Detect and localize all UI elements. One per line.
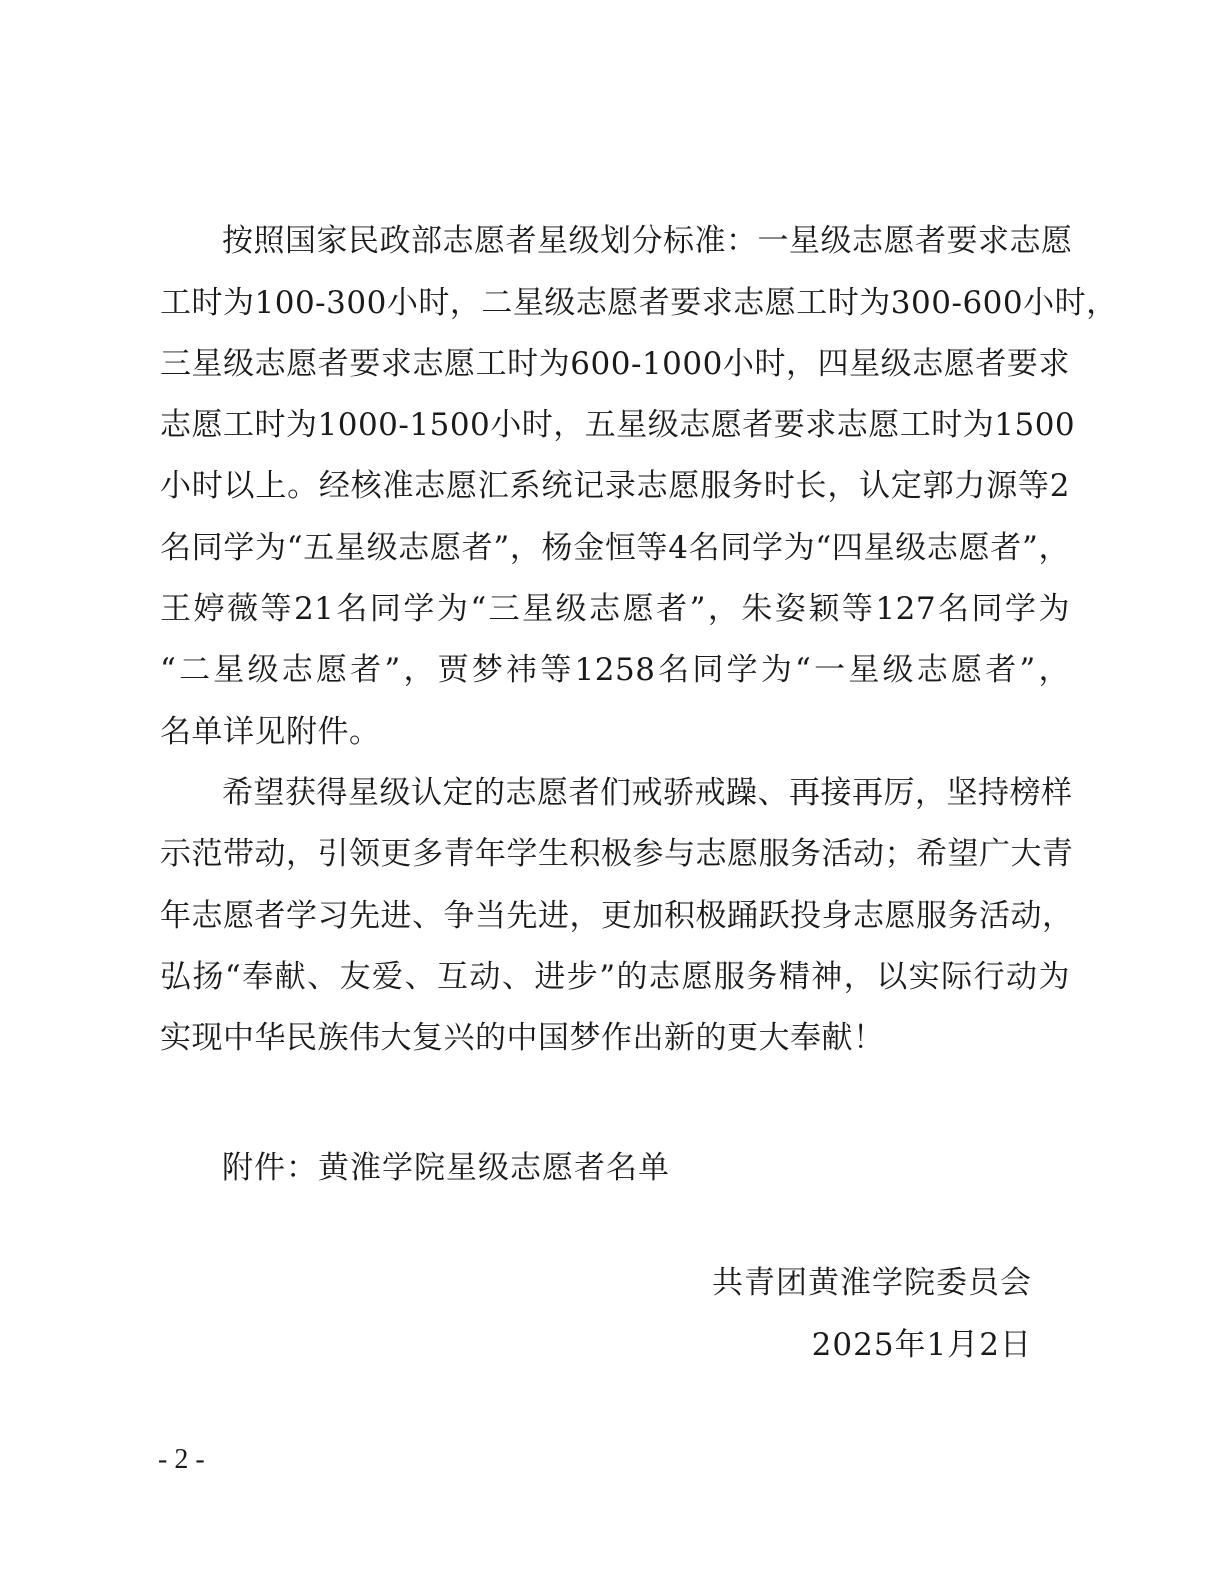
paragraph-line: 名单详见附件。: [160, 714, 381, 750]
paragraph-line: 弘扬“奉献、友爱、互动、进步”的志愿服务精神，以实际行动为: [160, 959, 1070, 995]
paragraph-line: 实现中华民族伟大复兴的中国梦作出新的更大奉献！: [160, 1020, 885, 1056]
paragraph-line: “二星级志愿者”，贾梦祎等1258名同学为“一星级志愿者”，: [160, 652, 1070, 688]
page-number: - 2 -: [158, 1444, 205, 1475]
paragraph-line: 按照国家民政部志愿者星级划分标准：一星级志愿者要求志愿: [222, 223, 1073, 259]
paragraph-line: 志愿工时为1000-1500小时，五星级志愿者要求志愿工时为1500: [160, 407, 1076, 443]
paragraph-line: 工时为100-300小时，二星级志愿者要求志愿工时为300-600小时，: [160, 285, 1118, 321]
signature-date: 2025年1月2日: [811, 1327, 1032, 1363]
paragraph-line: 年志愿者学习先进、争当先进，更加积极踊跃投身志愿服务活动，: [160, 898, 1074, 934]
paragraph-line: 三星级志愿者要求志愿工时为600-1000小时，四星级志愿者要求: [160, 346, 1070, 382]
signature-organization: 共青团黄淮学院委员会: [712, 1265, 1032, 1301]
paragraph-line: 示范带动，引领更多青年学生积极参与志愿服务活动；希望广大青: [160, 836, 1074, 872]
paragraph-line: 名同学为“五星级志愿者”，杨金恒等4名同学为“四星级志愿者”，: [160, 530, 1070, 566]
paragraph-line: 王婷薇等21名同学为“三星级志愿者”，朱姿颖等127名同学为: [160, 591, 1070, 627]
attachment-note: 附件：黄淮学院星级志愿者名单: [222, 1150, 670, 1186]
paragraph-line: 希望获得星级认定的志愿者们戒骄戒躁、再接再厉，坚持榜样: [222, 775, 1073, 811]
paragraph-line: 小时以上。经核准志愿汇系统记录志愿服务时长，认定郭力源等2: [160, 468, 1070, 504]
